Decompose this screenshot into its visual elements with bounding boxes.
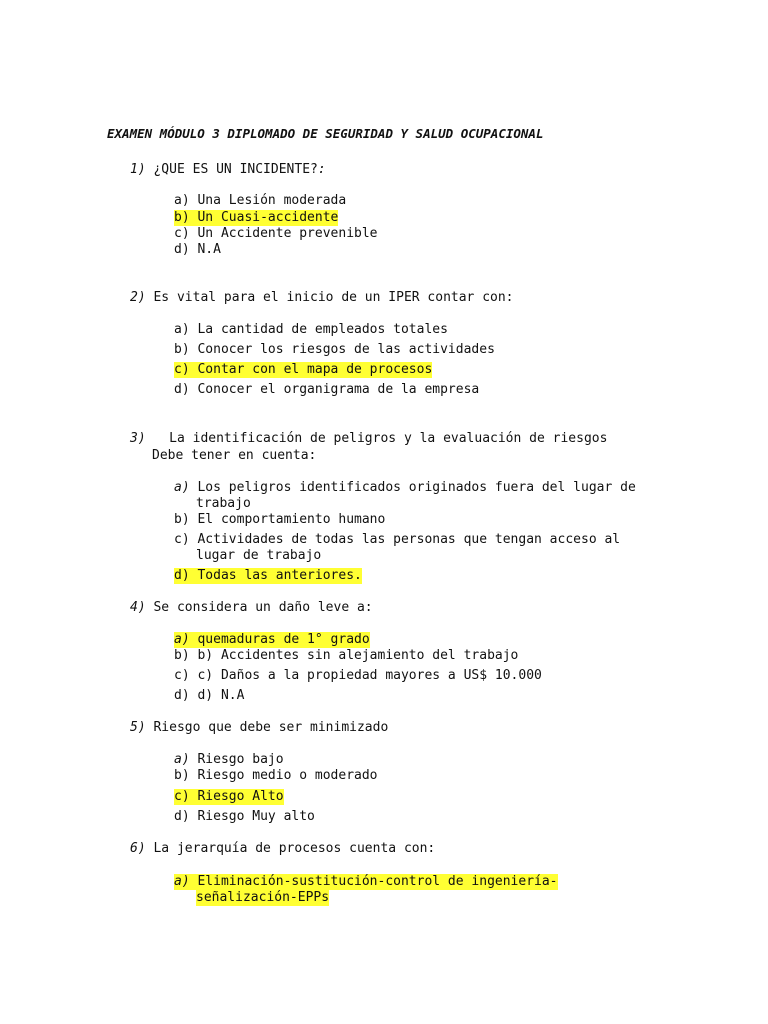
option-4c: c) c) Daños a la propiedad mayores a US$ 10.000 — [174, 668, 542, 683]
option-1b-answer: b) Un Cuasi-accidente — [174, 210, 339, 225]
option-3c-cont: lugar de trabajo — [196, 548, 322, 563]
question-3-line2: Debe tener en cuenta: — [152, 448, 317, 463]
option-2b: b) Conocer los riesgos de las actividades — [174, 342, 495, 357]
question-number: 4) — [130, 600, 146, 615]
question-6 — [130, 841, 435, 857]
option-5c-answer: c) Riesgo Alto — [174, 789, 284, 804]
option-4a-answer: a) quemaduras de 1° grado — [174, 632, 370, 647]
option-2d: d) Conocer el organigrama de la empresa — [174, 382, 480, 397]
question-text: La jerarquía de procesos cuenta con: — [153, 841, 436, 856]
question-1 — [130, 162, 326, 178]
question-text: Es vital para el inicio de un IPER contar con: — [153, 290, 514, 305]
option-1a: a) Una Lesión moderada — [174, 193, 347, 208]
question-number: 6) — [130, 841, 146, 856]
question-text-line1: La identificación de peligros y la evaluación de riesgos — [169, 431, 608, 446]
option-3a: a) Los peligros identificados originados fuera del lugar de — [174, 480, 636, 495]
question-2 — [130, 290, 514, 306]
option-4d: d) d) N.A — [174, 688, 245, 703]
question-number: 3) — [130, 431, 146, 446]
option-3a-cont: trabajo — [196, 496, 251, 511]
question-number: 5) — [130, 720, 146, 735]
option-4b: b) b) Accidentes sin alejamiento del trabajo — [174, 648, 519, 663]
question-text: ¿QUE ES UN INCIDENTE? — [153, 162, 318, 177]
option-5a: a) Riesgo bajo — [174, 752, 284, 767]
question-text: Se considera un daño leve a: — [153, 600, 373, 615]
question-suffix: : — [317, 162, 326, 177]
question-number: 2) — [130, 290, 146, 305]
question-5 — [130, 720, 388, 736]
question-text: Riesgo que debe ser minimizado — [153, 720, 389, 735]
option-2c-answer: c) Contar con el mapa de procesos — [174, 362, 433, 377]
exam-title: EXAMEN MÓDULO 3 DIPLOMADO DE SEGURIDAD Y SALUD OCUPACIONAL — [107, 126, 544, 141]
option-3b: b) El comportamiento humano — [174, 512, 386, 527]
option-3d-answer: d) Todas las anteriores. — [174, 568, 362, 583]
option-5b: b) Riesgo medio o moderado — [174, 768, 378, 783]
option-1c: c) Un Accidente prevenible — [174, 226, 378, 241]
option-6a-cont: señalización-EPPs — [196, 890, 330, 905]
option-6a-answer: a) Eliminación-sustitución-control de ingeniería- — [174, 874, 558, 889]
option-2a: a) La cantidad de empleados totales — [174, 322, 448, 337]
option-5d: d) Riesgo Muy alto — [174, 809, 315, 824]
question-number: 1) — [130, 162, 146, 177]
option-3c: c) Actividades de todas las personas que tengan acceso al — [174, 532, 621, 547]
question-3 — [130, 431, 607, 447]
option-1d: d) N.A — [174, 242, 221, 257]
question-4 — [130, 600, 373, 616]
